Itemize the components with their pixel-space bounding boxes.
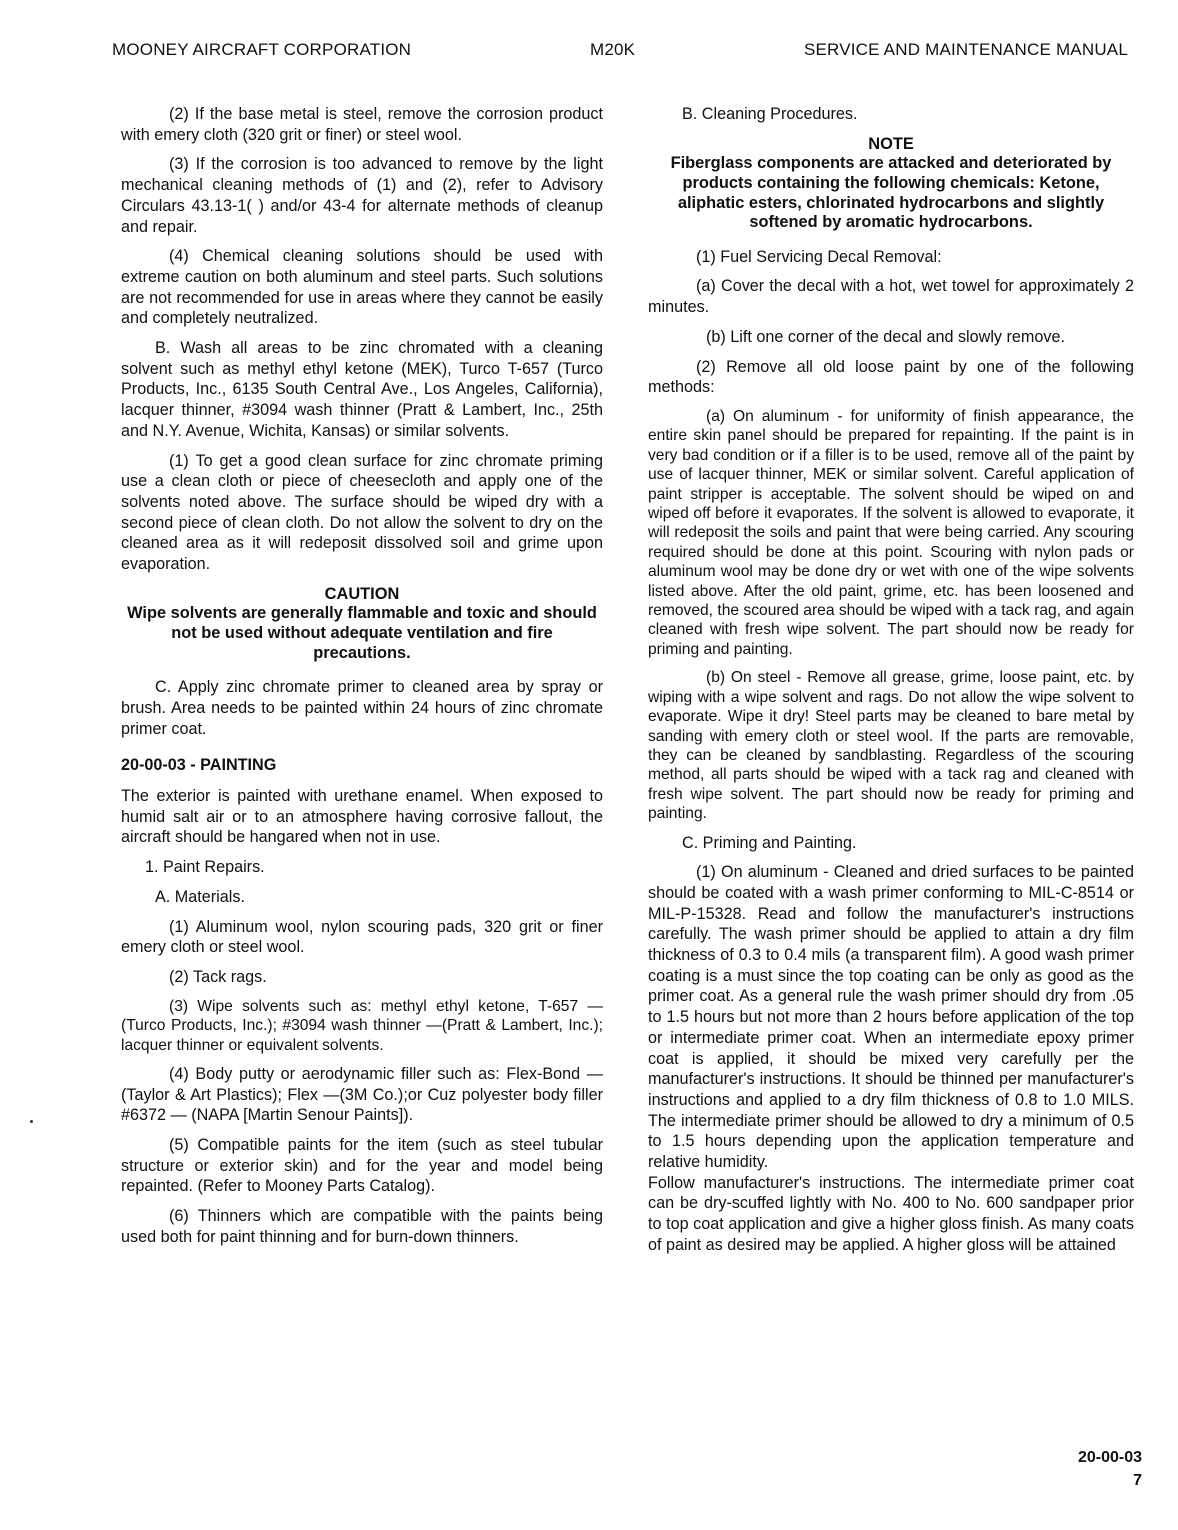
paragraph: (b) On steel - Remove all grease, grime, loose paint, etc. by wiping with a wipe solvent and rags. Do not allow the wipe solvent to evaporate. Wipe it dry! Steel parts may be cleaned to bare metal by sanding with emery cloth or steel wool. If the parts are removable, they can be cleaned by sandblasting. Regardless of the scouring method, all parts should be wiped with a tack rag and cleaned with fresh wipe solvent. The part should now be ready for priming and painting.: [648, 669, 1134, 823]
paragraph: C. Priming and Painting.: [682, 833, 857, 852]
note-title: NOTE: [868, 134, 914, 153]
header-model: M20K: [590, 40, 636, 59]
caution-body: Wipe solvents are generally flammable and toxic and should not be used without adequate ventilation and fire precautions.: [127, 604, 597, 662]
paragraph: 1. Paint Repairs.: [145, 858, 265, 877]
scan-speck: [30, 1120, 33, 1123]
note-body: Fiberglass components are attacked and deteriorated by products containing the following chemicals: Ketone, aliphatic esters, chlorinated hydrocarbons and slightly softened by aromatic hydrocarbons.: [670, 154, 1112, 232]
paragraph: (a) On aluminum - for uniformity of finish appearance, the entire skin panel should be prepared for repainting. If the paint is in very bad condition or if a filler is to be used, remove all of the paint by use of lacquer thinner, MEK or similar solvent. Careful application of paint stripper is acceptable. The solvent should be wiped on and wiped off before it evaporates. If the solvent is allowed to evaporate, it will redeposit the soils and paint that were being carried. Any scouring required should be done at this point. Scouring with nylon pads or aluminum wool may be done dry or wet with one of the wipe solvents listed above. After the old paint, grime, etc. has been loosened and removed, the scoured area should be wiped with a tack rag, and again cleaned with fresh wipe solvent. The part should now be ready for priming and painting.: [648, 408, 1134, 658]
paragraph: (2) If the base metal is steel, remove the corrosion product with emery cloth (320 grit or finer) or steel wool.: [121, 105, 603, 144]
paragraph: (2) Tack rags.: [169, 967, 267, 986]
header-company: MOONEY AIRCRAFT CORPORATION: [112, 40, 412, 59]
paragraph: (5) Compatible paints for the item (such as steel tubular structure or exterior skin) and for the year and model being repainted. (Refer to Mooney Parts Catalog).: [121, 1136, 603, 1196]
paragraph: (3) If the corrosion is too advanced to remove by the light mechanical cleaning methods of (1) and (2), refer to Advisory Circulars 43.13-1( ) and/or 43-4 for alternate methods of cleanup and repair.: [121, 155, 603, 236]
paragraph: B. Wash all areas to be zinc chromated with a cleaning solvent such as methyl ethyl ketone (MEK), Turco T-657 (Turco Products, Inc., 6135 South Central Ave., Los Angeles, California), lacquer thinner, #3094 wash thinner (Pratt & Lambert, Inc., 25th and N.Y. Avenue, Wichita, Kansas) or similar solvents.: [121, 339, 603, 440]
caution-title: CAUTION: [324, 584, 400, 603]
page-header: [112, 40, 1132, 64]
paragraph: (4) Body putty or aerodynamic filler such as: Flex-Bond —(Taylor & Art Plastics); Flex —(3M Co.);or Cuz polyester body filler #6372 — (NAPA [Martin Senour Paints]).: [121, 1064, 603, 1125]
header-manual-title: SERVICE AND MAINTENANCE MANUAL: [803, 40, 1128, 59]
paragraph: (b) Lift one corner of the decal and slowly remove.: [706, 327, 1066, 346]
paragraph: B. Cleaning Procedures.: [682, 105, 858, 123]
paragraph: (1) Fuel Servicing Decal Removal:: [696, 247, 942, 266]
paragraph: (a) Cover the decal with a hot, wet towel for approximately 2 minutes.: [648, 277, 1134, 317]
footer-section-number: 20-00-03: [1077, 1449, 1142, 1466]
left-column: [121, 104, 603, 1257]
footer-page-number: 7: [1133, 1472, 1142, 1489]
paragraph: (2) Remove all old loose paint by one of the following methods:: [648, 357, 1134, 397]
page-footer: [1078, 1446, 1142, 1492]
paragraph: A. Materials.: [155, 887, 245, 906]
section-heading: 20-00-03 - PAINTING: [121, 756, 277, 775]
paragraph: (4) Chemical cleaning solutions should be used with extreme caution on both aluminum and steel parts. Such solutions are not recommended for use in areas where they cannot be easily and completely neutralized.: [121, 247, 603, 328]
paragraph: (1) On aluminum - Cleaned and dried surfaces to be painted should be coated with a wash primer conforming to MIL-C-8514 or MIL-P-15328. Read and follow the manufacturer's instructions carefully. The wash primer should be applied to attain a dry film thickness of 0.3 to 0.4 mils (a transparent film). A good wash primer coating is a must since the top coating can be only as good as the primer coat. As a general rule the wash primer should dry from .05 to 1.5 hours but not more than 2 hours before application of the top or intermediate primer coat. When an intermediate epoxy primer coat is applied, it should be mixed very carefully per the manufacturer's instructions. It should be thinned per manufacturer's instructions and applied to a dry film thickness of 0.8 to 1.0 MILS. The intermediate primer should be allowed to dry a minimum of 0.5 to 1.5 hours depending upon the application temperature and relative humidity.: [648, 863, 1134, 1172]
paragraph: Follow manufacturer's instructions. The intermediate primer coat can be dry-scuffed lightly with No. 400 to No. 600 sandpaper prior to top coat application and give a higher gloss finish. As many coats of paint as desired may be applied. A higher gloss will be attained: [648, 1173, 1134, 1254]
right-column: [648, 104, 1134, 1265]
paragraph: The exterior is painted with urethane enamel. When exposed to humid salt air or to an atmosphere having corrosive fallout, the aircraft should be hangared when not in use.: [121, 787, 603, 847]
paragraph: (6) Thinners which are compatible with the paints being used both for paint thinning and for burn-down thinners.: [121, 1207, 603, 1246]
paragraph: C. Apply zinc chromate primer to cleaned area by spray or brush. Area needs to be painted within 24 hours of zinc chromate primer coat.: [121, 678, 603, 738]
paragraph: (1) Aluminum wool, nylon scouring pads, 320 grit or finer emery cloth or steel wool.: [121, 917, 603, 957]
paragraph: (3) Wipe solvents such as: methyl ethyl ketone, T-657 —(Turco Products, Inc.); #3094 wash thinner —(Pratt & Lambert, Inc.); lacquer thinner or equivalent solvents.: [121, 997, 603, 1054]
paragraph: (1) To get a good clean surface for zinc chromate priming use a clean cloth or piece of cheesecloth and apply one of the solvents noted above. The surface should be wiped dry with a second piece of clean cloth. Do not allow the solvent to dry on the cleaned area as it will redeposit dissolved soil and grime upon evaporation.: [121, 451, 603, 574]
